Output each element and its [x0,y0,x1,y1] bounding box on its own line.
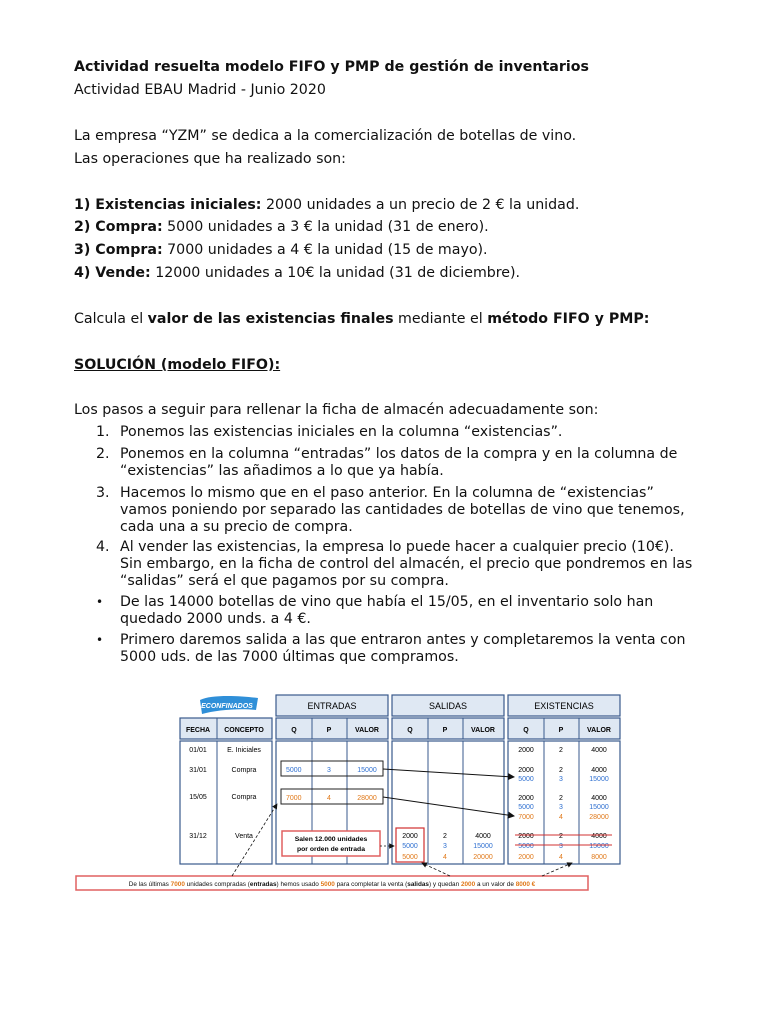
operation-1 [74,196,579,214]
existencia-q: 2000 [518,833,534,840]
existencia-q: 2000 [518,854,534,861]
step-text: Ponemos las existencias iniciales en la columna “existencias”. [120,424,563,440]
existencia-v: 4000 [591,795,607,802]
existencia-q: 2000 [518,767,534,774]
footer-segment: ) y quedan [428,881,461,888]
step-marker: 1. [96,424,110,440]
col-header-q: Q [407,727,413,734]
inventory-card-figure [72,692,632,900]
footer-segment: De las últimas [128,881,171,888]
salida-p: 3 [443,843,447,850]
footer-segment: entradas [249,881,277,888]
col-header-fecha: FECHA [185,727,211,734]
existencia-p: 2 [559,833,563,840]
salida-p: 4 [443,854,447,861]
document-subtitle: Actividad EBAU Madrid - Junio 2020 [74,82,326,98]
existencia-v: 4000 [591,747,607,754]
operation-2 [74,218,489,236]
salida-v: 4000 [475,833,491,840]
step-text: Al vender las existencias, la empresa lo puede hacer a cualquier precio (10€). Sin embargo, en la ficha de control del almacén, el precio que pondremos en las “salidas” será el que pagamos por su compra. [120,539,693,589]
existencia-q: 5000 [518,804,534,811]
existencia-v: 8000 [591,854,607,861]
salida-q: 5000 [402,843,418,850]
bullet-text: Primero daremos salida a las que entraron antes y completaremos la venta con 5000 uds. de las 7000 últimas que compramos. [120,632,686,665]
question-bold: valor de las existencias finales [147,311,394,327]
dashed-arrow [542,863,572,876]
salida-q: 2000 [402,833,418,840]
step-marker: 3. [96,485,110,501]
existencia-v: 15000 [589,843,609,850]
existencia-p: 3 [559,776,563,783]
salida-p: 2 [443,833,447,840]
existencia-p: 4 [559,854,563,861]
col-header-p: P [558,727,564,734]
col-header-p: P [326,727,332,734]
bullet-marker: • [96,595,104,609]
salidas-header: SALIDAS [428,701,468,711]
footer-segment: para completar la venta ( [334,881,408,888]
existencia-p: 4 [559,814,563,821]
entrada-q: 7000 [286,795,302,802]
col-header-p: P [442,727,448,734]
existencia-p: 2 [559,747,563,754]
operation-label: 4) Vende: [74,265,151,281]
salida-q: 5000 [402,854,418,861]
footer-banner-text [129,881,536,888]
existencia-q: 7000 [518,814,534,821]
existencia-q: 2000 [518,747,534,754]
existencia-v: 4000 [591,833,607,840]
existencia-q: 5000 [518,843,534,850]
concepto-cell: Compra [231,794,257,801]
concepto-cell: E. Iniciales [227,747,261,754]
step-text: Hacemos lo mismo que en el paso anterior. En la columna de “existencias” vamos poniendo por separado las cantidades de botellas de vino que tenemos, cada una a su precio de compra. [120,485,685,535]
footer-segment: 5000 [320,881,335,888]
footer-segment: 8000 € [515,881,536,888]
salida-v: 15000 [473,843,493,850]
salida-v: 20000 [473,854,493,861]
entradas-header: ENTRADAS [307,701,357,711]
footer-segment: 7000 [170,881,185,888]
col-header-concepto: CONCEPTO [224,727,264,734]
operation-label: 2) Compra: [74,219,163,235]
step-marker: 4. [96,539,110,555]
intro-line-2: Las operaciones que ha realizado son: [74,151,346,167]
logo-text: ECONFINADOS [201,703,253,710]
question-text: Calcula el [74,311,148,327]
entrada-p: 3 [327,767,331,774]
footer-segment: a un valor de [475,881,516,888]
fecha-cell: 31/01 [189,767,207,774]
existencia-v: 4000 [591,767,607,774]
econfinados-logo [200,696,258,714]
fecha-cell: 31/12 [189,833,207,840]
operation-label: 1) Existencias iniciales: [74,197,262,213]
question-line [74,310,649,328]
operation-text: 12000 unidades a 10€ la unidad (31 de diciembre). [150,265,521,281]
existencia-p: 2 [559,795,563,802]
existencia-p: 3 [559,843,563,850]
existencias-header: EXISTENCIAS [534,701,594,711]
col-header-q: Q [291,727,297,734]
concepto-cell: Compra [231,767,257,774]
step-marker: 2. [96,446,110,462]
operation-4 [74,264,520,282]
document-title: Actividad resuelta modelo FIFO y PMP de gestión de inventarios [74,59,589,75]
fecha-cell: 01/01 [189,747,207,754]
footer-segment: unidades compradas ( [184,881,250,888]
note-line: por orden de entrada [297,846,365,853]
note-line: Salen 12.000 unidades [294,836,368,843]
col-header-valor: VALOR [587,727,611,734]
question-bold: método FIFO y PMP: [487,311,650,327]
existencia-v: 15000 [589,776,609,783]
operation-label: 3) Compra: [74,242,163,258]
step-text: Ponemos en la columna “entradas” los datos de la compra y en la columna de “existencias” las añadimos a lo que ya había. [120,446,678,479]
existencia-q: 2000 [518,795,534,802]
bullet-text: De las 14000 botellas de vino que había el 15/05, en el inventario solo han quedado 2000 unds. a 4 €. [120,594,654,627]
col-header-valor: VALOR [355,727,379,734]
entrada-q: 5000 [286,767,302,774]
solution-heading: SOLUCIÓN (modelo FIFO): [74,357,281,373]
body-box-fecha-concepto [180,741,272,864]
operation-text: 2000 unidades a un precio de 2 € la unidad. [261,197,580,213]
intro-line-1: La empresa “YZM” se dedica a la comercialización de botellas de vino. [74,128,577,144]
fecha-cell: 15/05 [189,794,207,801]
footer-segment: ) hemos usado [276,881,321,888]
footer-segment: 2000 [460,881,476,888]
bullet-marker: • [96,633,104,647]
existencia-v: 15000 [589,804,609,811]
footer-segment: salidas [407,881,429,888]
entrada-v: 28000 [357,795,377,802]
existencia-q: 5000 [518,776,534,783]
existencia-p: 3 [559,804,563,811]
concepto-cell: Venta [235,833,253,840]
operation-3 [74,241,488,259]
steps-intro: Los pasos a seguir para rellenar la ficha de almacén adecuadamente son: [74,402,599,418]
operation-text: 7000 unidades a 4 € la unidad (15 de mayo). [162,242,488,258]
entrada-p: 4 [327,795,331,802]
existencia-v: 28000 [589,814,609,821]
col-header-q: Q [523,727,529,734]
operation-text: 5000 unidades a 3 € la unidad (31 de enero). [162,219,489,235]
existencia-p: 2 [559,767,563,774]
entrada-v: 15000 [357,767,377,774]
col-header-valor: VALOR [471,727,495,734]
question-text: mediante el [393,311,488,327]
dashed-arrow [422,863,450,876]
